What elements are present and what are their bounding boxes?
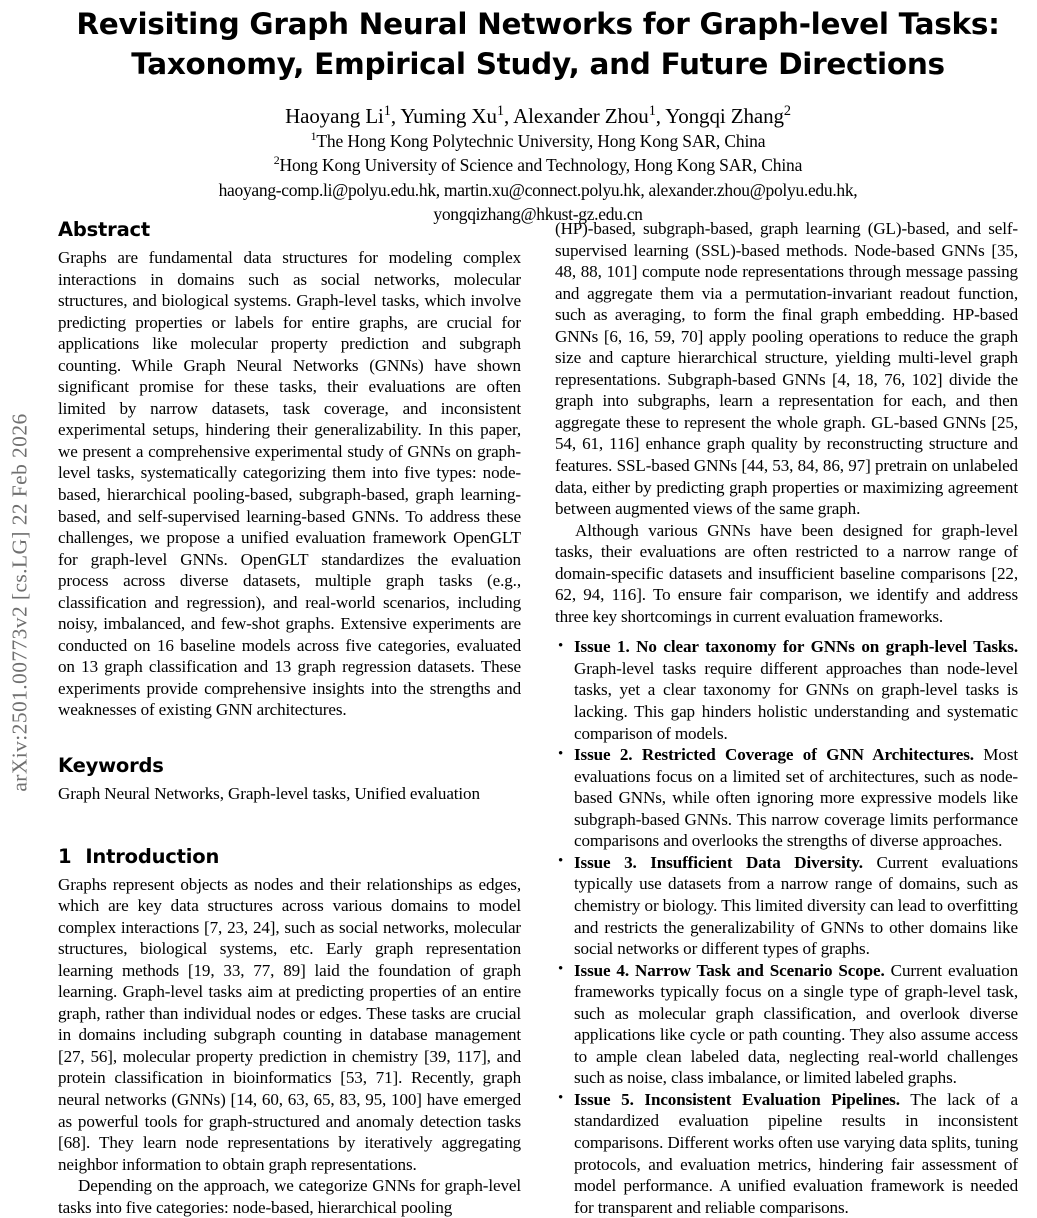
page-title: [58, 4, 1018, 84]
author-3: , Alexander Zhou: [503, 104, 649, 128]
two-column-body: [58, 218, 1018, 1218]
author-2: , Yuming Xu: [390, 104, 497, 128]
introduction-heading-label: Introduction: [85, 844, 220, 868]
paper-page: [58, 0, 1018, 1217]
affiliation-1-marker: 1: [310, 129, 317, 144]
paper-header: [58, 0, 1018, 226]
author-4: , Yongqi Zhang: [655, 104, 784, 128]
author-list: [58, 103, 1018, 130]
affiliation-2: [58, 154, 1018, 178]
issue-text: Graph-level tasks require different approaches than node-level tasks, yet a clear taxonomy for GNNs on graph-level tasks is lacking. This gap hinders holistic understanding and systematic comparison of models.: [574, 658, 1018, 743]
introduction-section-number: 1: [58, 844, 72, 868]
issue-title: Issue 5. Inconsistent Evaluation Pipelines.: [574, 1089, 900, 1109]
arxiv-stamp: [0, 0, 46, 1200]
right-column: [555, 218, 1018, 1218]
bullet-icon: •: [558, 745, 564, 762]
introduction-paragraph-2-continued: (HP)-based, subgraph-based, graph learning (GL)-based, and self-supervised learning (SSL)-based methods. Node-based GNNs [35, 48, 88, 101] compute node representations through message passing and aggregate them via a permutation-invariant readout function, such as averaging, to form the final graph embedding. HP-based GNNs [6, 16, 59, 70] apply pooling operations to reduce the graph size and capture hierarchical structure, yielding multi-level graph representations. Subgraph-based GNNs [4, 18, 76, 102] divide the graph into subgraphs, learn a representation for each, and then aggregate these to represent the whole graph. GL-based GNNs [25, 54, 61, 116] enhance graph quality by reconstructing structure and features. SSL-based GNNs [44, 53, 84, 86, 97] pretrain on unlabeled data, either by predicting graph properties or maximizing agreement between augmented views of the same graph.: [555, 219, 1018, 519]
arxiv-identifier-text: arXiv:2501.00773v2 [cs.LG] 22 Feb 2026: [7, 413, 32, 792]
list-item: [555, 1089, 1018, 1218]
author-4-affil-marker: 2: [783, 103, 791, 119]
issue-title: Issue 3. Insufficient Data Diversity.: [574, 852, 863, 872]
introduction-paragraph-3: Although various GNNs have been designed for graph-level tasks, their evaluations are often restricted to a narrow range of domain-specific datasets and insufficient baseline comparisons [22, 62, 94, 116]. To ensure fair comparison, we identify and address three key shortcomings in current evaluation frameworks.: [555, 520, 1018, 626]
spacer-before-introduction: [58, 805, 521, 845]
issues-list: [555, 636, 1018, 1218]
issue-text: Most evaluations focus on a limited set of architectures, such as node-based GNNs, while often ignoring more expressive models like subgraph-based GNNs. This narrow coverage limits performance comparisons and overlooks the strengths of diverse approaches.: [574, 745, 1018, 851]
introduction-heading: [58, 845, 521, 868]
author-1: Haoyang Li: [285, 104, 384, 128]
bullet-icon: •: [558, 637, 564, 654]
issue-title: Issue 2. Restricted Coverage of GNN Architectures.: [574, 745, 974, 765]
paper-title-line-1: Revisiting Graph Neural Networks for Graph-level Tasks:: [76, 7, 1000, 41]
abstract-text: Graphs are fundamental data structures for modeling complex interactions in domains such as social networks, molecular structures, and biological systems. Graph-level tasks, which involve predicting properties or labels for entire graphs, are crucial for applications like molecular property prediction and subgraph counting. While Graph Neural Networks (GNNs) have shown significant promise for these tasks, their evaluations are often limited by narrow datasets, task coverage, and inconsistent experimental setups, hindering their generalizability. In this paper, we present a comprehensive experimental study of GNNs on graph-level tasks, systematically categorizing them into five types: node-based, hierarchical pooling-based, subgraph-based, graph learning-based, and self-supervised learning-based GNNs. To address these challenges, we propose a unified evaluation framework OpenGLT for graph-level GNNs. OpenGLT standardizes the evaluation process across diverse datasets, multiple graph tasks (e.g., classification and regression), and real-world scenarios, including noisy, imbalanced, and few-shot graphs. Extensive experiments are conducted on 16 baseline models across five categories, evaluated on 13 graph classification and 13 graph regression datasets. These experiments provide comprehensive insights into the strengths and weaknesses of existing GNN architectures.: [58, 248, 521, 720]
spacer-before-keywords: [58, 721, 521, 754]
author-3-affil-marker: 1: [648, 103, 656, 119]
affiliation-1: [58, 130, 1018, 154]
abstract-heading: Abstract: [58, 218, 151, 241]
issue-text: Current evaluations typically use datasets from a narrow range of domains, such as chemistry or biology. This limited diversity can lead to overfitting and restricts the generalizability of GNNs to other domains like social networks or different types of graphs.: [574, 852, 1018, 959]
keywords-text: Graph Neural Networks, Graph-level tasks, Unified evaluation: [58, 784, 480, 804]
bullet-icon: •: [558, 961, 564, 978]
author-emails-line-1: haoyang-comp.li@polyu.edu.hk, martin.xu@connect.polyu.hk, alexander.zhou@polyu.edu.hk,: [218, 180, 858, 200]
author-2-affil-marker: 1: [496, 103, 504, 119]
affiliation-2-text: Hong Kong University of Science and Technology, Hong Kong SAR, China: [279, 154, 803, 175]
bullet-icon: •: [558, 1090, 564, 1107]
left-column: [58, 218, 521, 1218]
author-emails-line-2: yongqizhang@hkust-gz.edu.cn: [433, 204, 643, 224]
list-item: [555, 852, 1018, 960]
issue-text: The lack of a standardized evaluation pipeline results in inconsistent comparisons. Different works often use varying data splits, tuning protocols, and evaluation metrics, hindering fair assessment of model performance. A unified evaluation framework is needed for transparent and reliable comparisons.: [574, 1089, 1018, 1217]
list-item: [555, 960, 1018, 1089]
keywords-heading: Keywords: [58, 754, 164, 778]
bullet-icon: •: [558, 853, 564, 870]
issue-text: Current evaluation frameworks typically focus on a single type of graph-level task, such as molecular graph classification, and overlook diverse applications like cycle or path counting. They also assume access to ample clean labeled data, neglecting real-world challenges such as noise, class imbalance, or limited labeled graphs.: [574, 960, 1018, 1088]
list-item: [555, 744, 1018, 852]
issue-title: Issue 4. Narrow Task and Scenario Scope.: [574, 960, 885, 980]
list-item: [555, 636, 1018, 744]
affiliation-2-marker: 2: [273, 152, 280, 167]
issue-title: Issue 1. No clear taxonomy for GNNs on graph-level Tasks.: [574, 637, 1018, 657]
affiliation-1-text: The Hong Kong Polytechnic University, Hong Kong SAR, China: [316, 131, 766, 151]
paper-title-line-2: Taxonomy, Empirical Study, and Future Directions: [131, 47, 945, 81]
introduction-paragraph-2: Depending on the approach, we categorize GNNs for graph-level tasks into five categories: node-based, hierarchical pooling: [58, 1176, 521, 1217]
introduction-paragraph-1: Graphs represent objects as nodes and their relationships as edges, which are key data structures across various domains to model complex interactions [7, 23, 24], such as social networks, molecular structures, biological systems, etc. Early graph representation learning methods [19, 33, 77, 89] laid the foundation of graph learning. Graph-level tasks aim at predicting properties of an entire graph, rather than individual nodes or edges. These tasks are crucial in domains including subgraph counting in database management [27, 56], molecular property prediction in chemistry [39, 117], and protein classification in bioinformatics [53, 71]. Recently, graph neural networks (GNNs) [14, 60, 63, 65, 83, 95, 100] have emerged as powerful tools for graph-structured and anomaly detection tasks [68]. They learn node representations by iteratively aggregating neighbor information to obtain graph representations.: [58, 874, 521, 1174]
author-1-affil-marker: 1: [383, 103, 391, 119]
